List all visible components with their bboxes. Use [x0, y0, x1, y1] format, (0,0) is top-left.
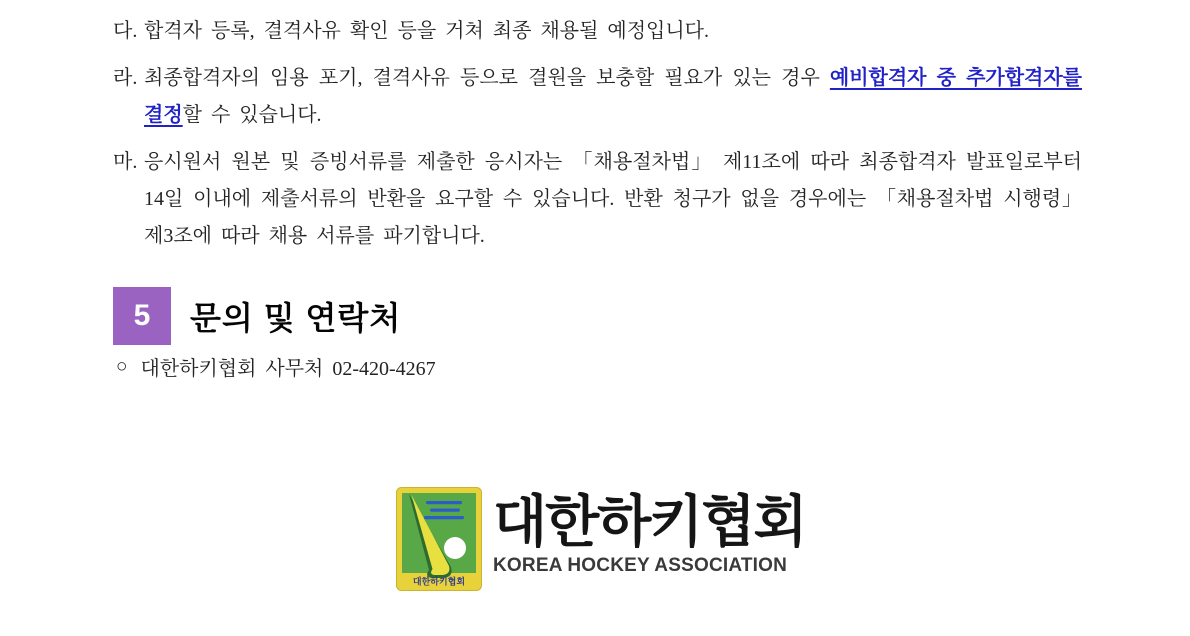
section-number-badge: 5 — [113, 287, 171, 345]
contact-text: 대한하키협회 사무처 02-420-4267 — [140, 358, 436, 380]
logo-text — [493, 487, 806, 591]
paragraph-ma — [113, 144, 1082, 255]
association-logo — [396, 487, 806, 591]
paragraph-ra — [113, 60, 1082, 134]
paragraph-ma-text: 응시원서 원본 및 증빙서류를 제출한 응시자는 「채용절차법」 제11조에 따라 최종합격자 발표일로부터 14일 이내에 제출서류의 반환을 요구할 수 있습니다. 반환 청구가 없을 경우에는 「채용절차법 시행령」 제3조에 따라 채용 서류를 파기합니다. — [144, 151, 1082, 247]
paragraph-da — [113, 13, 1082, 50]
list-marker-ma: 마. — [113, 151, 138, 173]
contact-line — [116, 352, 436, 381]
emblem-caption: 대한하키협회 — [412, 576, 466, 587]
reserve-candidates-link[interactable]: 예비합격자 중 추가합격자를 결정 — [144, 67, 1082, 126]
logo-english-name: KOREA HOCKEY ASSOCIATION — [493, 555, 788, 576]
circle-bullet-icon: ○ — [116, 355, 128, 377]
paragraph-ra-text — [144, 60, 1082, 134]
list-marker-ra: 라. — [113, 67, 138, 89]
paragraph-ra-text-after: 할 수 있습니다. — [182, 104, 322, 126]
body-paragraphs — [113, 13, 1082, 265]
section-heading — [113, 287, 401, 345]
logo-korean-name: 대한하키협회 — [493, 490, 806, 553]
list-marker-da: 다. — [113, 20, 138, 42]
hockey-emblem-icon — [396, 487, 482, 591]
paragraph-ra-text-before: 최종합격자의 임용 포기, 결격사유 등으로 결원을 보충할 필요가 있는 경우 — [144, 67, 830, 89]
paragraph-da-text: 합격자 등록, 결격사유 확인 등을 거쳐 최종 채용될 예정입니다. — [144, 20, 709, 42]
section-title: 문의 및 연락처 — [190, 300, 402, 336]
